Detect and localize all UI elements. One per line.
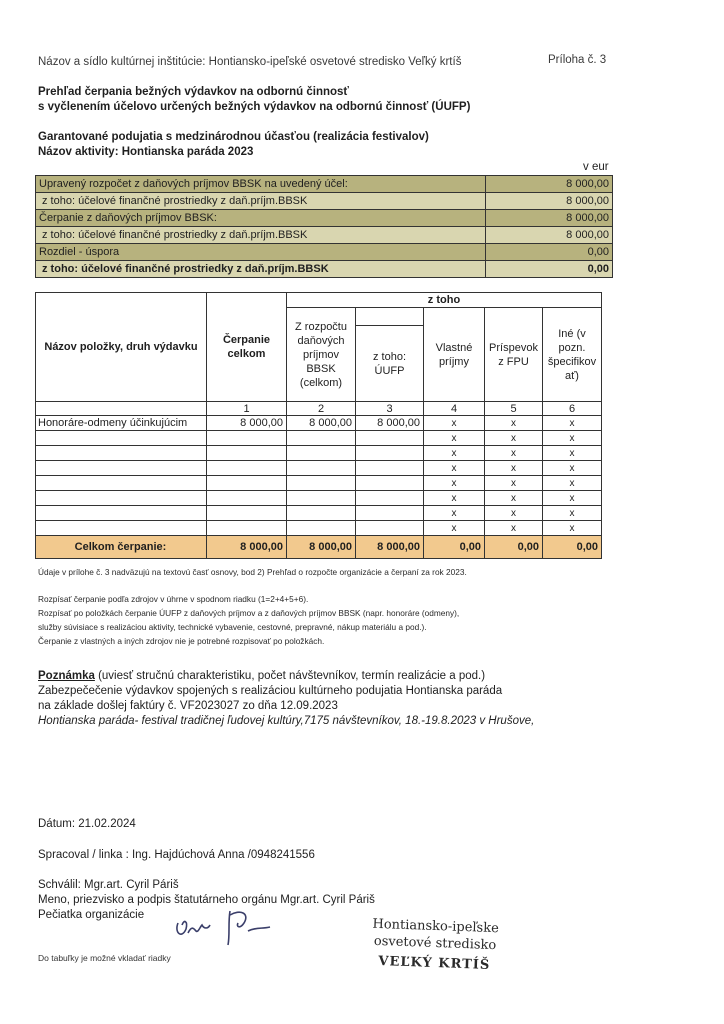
table-cell-own: x (424, 461, 485, 476)
table-cell-own: x (424, 491, 485, 506)
note-line: Čerpanie z vlastných a iných zdrojov nie je potrebné rozpisovať po položkách. (38, 636, 325, 646)
table-cell-total (207, 431, 287, 446)
table-row (36, 491, 602, 506)
title-line1: Prehľad čerpania bežných výdavkov na odbornú činnosť (38, 86, 349, 98)
summary-row (36, 227, 613, 244)
table-cell-name (36, 461, 207, 476)
table-row (36, 446, 602, 461)
table-cell-uufp (356, 491, 424, 506)
table-cell-total (207, 521, 287, 536)
summary-row (36, 193, 613, 210)
table-row (36, 506, 602, 521)
col-header-name: Názov položky, druh výdavku (36, 293, 207, 402)
column-number (36, 402, 207, 416)
column-number: 6 (543, 402, 602, 416)
table-cell-total (207, 461, 287, 476)
table-cell-fpu: x (485, 476, 543, 491)
table-cell-name: Honoráre-odmeny účinkujúcim (36, 416, 207, 431)
table-cell-fpu: x (485, 491, 543, 506)
column-number: 5 (485, 402, 543, 416)
col-header-uufp: z toho: ÚUFP (356, 326, 424, 402)
totals-budget: 8 000,00 (287, 536, 356, 559)
rows-note: Do tabuľky je možné vkladať riadky (38, 953, 171, 963)
summary-value: 0,00 (486, 261, 613, 278)
totals-total: 8 000,00 (207, 536, 287, 559)
table-cell-fpu: x (485, 521, 543, 536)
table-cell-own: x (424, 446, 485, 461)
column-number: 1 (207, 402, 287, 416)
col-header-z-toho: z toho (287, 293, 602, 308)
summary-label: Čerpanie z daňových príjmov BBSK: (36, 210, 486, 227)
prepared-by: Spracoval / linka : Ing. Hajdúchová Anna /0948241556 (38, 849, 315, 861)
totals-other: 0,00 (543, 536, 602, 559)
table-cell-total (207, 476, 287, 491)
table-cell-total (207, 491, 287, 506)
table-cell-budget (287, 431, 356, 446)
table-cell-fpu: x (485, 416, 543, 431)
title-line2: s vyčlenením účelovo určených bežných výdavkov na odbornú činnosť (ÚUFP) (38, 101, 471, 113)
remark-line: Zabezpečečenie výdavkov spojených s realizáciou kultúrneho podujatia Hontianska paráda (38, 685, 503, 697)
table-cell-uufp (356, 446, 424, 461)
table-cell-fpu: x (485, 461, 543, 476)
col-header-fpu: Príspevok z FPU (485, 308, 543, 402)
col-header-blank (356, 308, 424, 326)
table-cell-fpu: x (485, 506, 543, 521)
seal-label: Pečiatka organizácie (38, 909, 145, 921)
table-cell-uufp: 8 000,00 (356, 416, 424, 431)
table-cell-uufp (356, 521, 424, 536)
summary-value: 8 000,00 (486, 193, 613, 210)
note-line: Rozpísať po položkách čerpanie ÚUFP z daňových príjmov a z daňových príjmov BBSK (napr. honoráre (odmeny), (38, 608, 460, 618)
table-cell-other: x (543, 431, 602, 446)
institution-header: Názov a sídlo kultúrnej inštitúcie: Hontiansko-ipeľské osvetové stredisko Veľký krtíš (38, 56, 462, 68)
table-cell-own: x (424, 416, 485, 431)
table-cell-own: x (424, 476, 485, 491)
totals-uufp: 8 000,00 (356, 536, 424, 559)
totals-fpu: 0,00 (485, 536, 543, 559)
table-cell-other: x (543, 416, 602, 431)
column-number: 3 (356, 402, 424, 416)
summary-label: Rozdiel - úspora (36, 244, 486, 261)
summary-label: Upravený rozpočet z daňových príjmov BBSK na uvedený účel: (36, 176, 486, 193)
column-number: 2 (287, 402, 356, 416)
table-row (36, 521, 602, 536)
summary-value: 8 000,00 (486, 176, 613, 193)
table-cell-uufp (356, 461, 424, 476)
statutory-signature-label: Meno, priezvisko a podpis štatutárneho orgánu Mgr.art. Cyril Páriš (38, 894, 375, 906)
attachment-label: Príloha č. 3 (548, 54, 607, 66)
table-cell-budget (287, 506, 356, 521)
summary-row (36, 176, 613, 193)
signature-image (170, 903, 280, 948)
table-row (36, 431, 602, 446)
table-cell-total: 8 000,00 (207, 416, 287, 431)
col-header-other: Iné (v pozn. špecifikov ať) (543, 308, 602, 402)
table-cell-name (36, 521, 207, 536)
currency-label: v eur (583, 161, 609, 173)
column-number-row (36, 402, 602, 416)
table-cell-uufp (356, 431, 424, 446)
table-cell-fpu: x (485, 431, 543, 446)
table-cell-own: x (424, 506, 485, 521)
summary-row (36, 244, 613, 261)
col-header-total: Čerpanie celkom (207, 293, 287, 402)
col-header-own: Vlastné príjmy (424, 308, 485, 402)
table-cell-other: x (543, 446, 602, 461)
table-cell-name (36, 431, 207, 446)
summary-table (35, 175, 613, 278)
remark-heading-rest: (uviesť stručnú charakteristiku, počet návštevníkov, termín realizácie a pod.) (94, 670, 486, 682)
summary-value: 0,00 (486, 244, 613, 261)
activity-name: Názov aktivity: Hontianska paráda 2023 (38, 146, 254, 158)
remark-line: na základe došlej faktúry č. VF2023027 zo dňa 12.09.2023 (38, 700, 338, 712)
table-cell-other: x (543, 506, 602, 521)
summary-label: z toho: účelové finančné prostriedky z daň.príjm.BBSK (36, 193, 486, 210)
table-cell-total (207, 446, 287, 461)
table-cell-budget (287, 461, 356, 476)
date-label: Dátum: 21.02.2024 (38, 818, 136, 830)
table-cell-total (207, 506, 287, 521)
note-line: Údaje v prílohe č. 3 nadväzujú na textovú časť osnovy, bod 2) Prehľad o rozpočte organizácie a čerpaní za rok 2023. (38, 567, 467, 577)
summary-row (36, 261, 613, 278)
table-cell-other: x (543, 521, 602, 536)
summary-value: 8 000,00 (486, 210, 613, 227)
table-cell-budget (287, 476, 356, 491)
table-cell-own: x (424, 431, 485, 446)
table-cell-name (36, 506, 207, 521)
table-cell-name (36, 446, 207, 461)
table-row (36, 416, 602, 431)
expenditure-table (35, 292, 602, 559)
summary-row (36, 210, 613, 227)
note-line: služby súvisiace s realizáciou aktivity, technické vybavenie, cestovné, prepravné, nákup materiálu a pod.). (38, 622, 427, 632)
note-line: Rozpísať čerpanie podľa zdrojov v úhrne v spodnom riadku (1=2+4+5+6). (38, 594, 309, 604)
remark-heading: Poznámka (38, 670, 95, 682)
summary-label: z toho: účelové finančné prostriedky z daň.príjm.BBSK (36, 227, 486, 244)
table-cell-other: x (543, 491, 602, 506)
organization-stamp (359, 915, 511, 974)
totals-label: Celkom čerpanie: (36, 536, 207, 559)
table-cell-budget (287, 521, 356, 536)
stamp-line: VEĽKÝ KRTÍŠ (378, 954, 491, 973)
summary-value: 8 000,00 (486, 227, 613, 244)
remark-heading-line (38, 670, 485, 682)
table-cell-budget (287, 446, 356, 461)
table-cell-uufp (356, 506, 424, 521)
table-cell-own: x (424, 521, 485, 536)
table-cell-other: x (543, 461, 602, 476)
table-row (36, 461, 602, 476)
totals-own: 0,00 (424, 536, 485, 559)
table-cell-name (36, 491, 207, 506)
remark-line: Hontianska paráda- festival tradičnej ľudovej kultúry,7175 návštevníkov, 18.-19.8.2023 v Hrušove, (38, 715, 535, 727)
table-cell-budget: 8 000,00 (287, 416, 356, 431)
table-cell-name (36, 476, 207, 491)
stamp-line: Hontiansko-ipeľske (372, 916, 500, 937)
subtitle-line1: Garantované podujatia s medzinárodnou účasťou (realizácia festivalov) (38, 131, 429, 143)
table-row (36, 476, 602, 491)
table-cell-uufp (356, 476, 424, 491)
table-cell-other: x (543, 476, 602, 491)
table-cell-fpu: x (485, 446, 543, 461)
column-number: 4 (424, 402, 485, 416)
summary-label: z toho: účelové finančné prostriedky z daň.príjm.BBSK (36, 261, 486, 278)
totals-row (36, 536, 602, 559)
table-cell-budget (287, 491, 356, 506)
approved-by: Schválil: Mgr.art. Cyril Páriš (38, 879, 179, 891)
col-header-budget: Z rozpočtu daňových príjmov BBSK (celkom) (287, 308, 356, 402)
stamp-line: osvetové stredisko (373, 933, 497, 954)
